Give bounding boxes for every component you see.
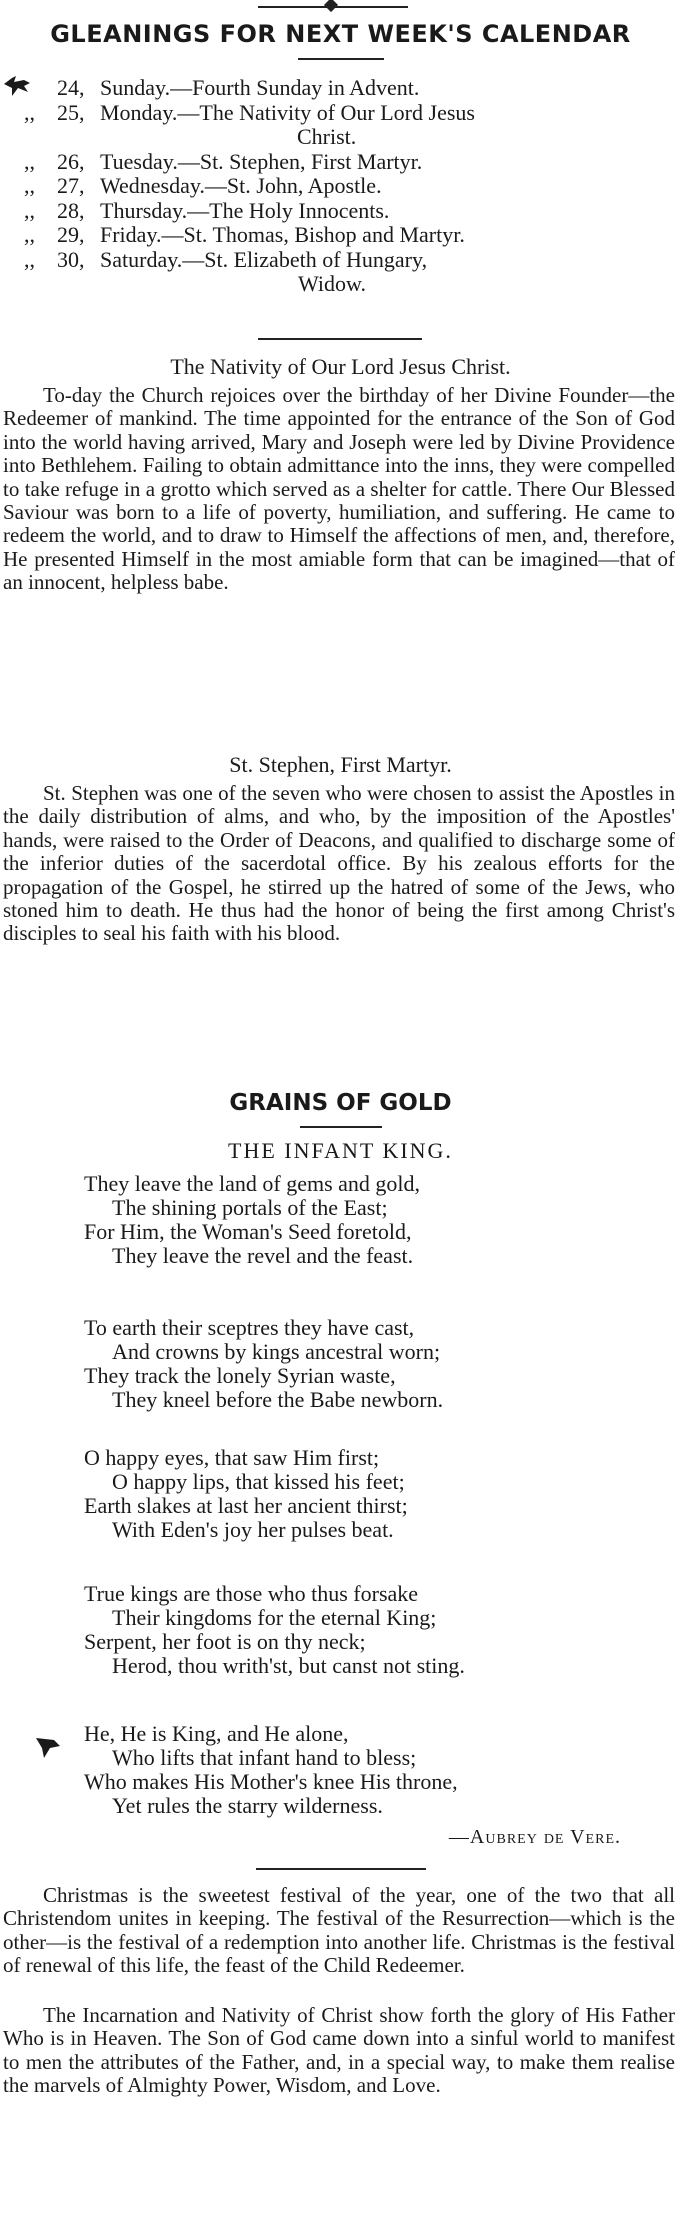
calendar-item: ,, 30, Saturday.—St. Elizabeth of Hungary, Widow. xyxy=(24,246,428,296)
calendar-item: ,, 28, Thursday.—The Holy Innocents. xyxy=(24,197,390,223)
poem-title: THE INFANT KING. xyxy=(228,1138,453,1163)
diamond-ornament-icon xyxy=(324,0,338,12)
poem-stanza: True kings are those who thus forsake Their kingdoms for the eternal King; Serpent, her foot is on thy neck; Herod, thou writh'st, but canst not sting. xyxy=(84,1581,465,1678)
poem-author: —Aubrey de Vere. xyxy=(448,1826,621,1848)
heading-rule xyxy=(298,58,384,60)
closing-paragraph-2: The Incarnation and Nativity of Christ show forth the glory of His Father Who is in Heaven. The Son of God came down into a sinful world to manifest to men the attributes of the Father, and, in a special way, to make them realise the marvels of Almighty Power, Wisdom, and Love. xyxy=(3,2003,675,2098)
calendar-item: ,, 26, Tuesday.—St. Stephen, First Martyr. xyxy=(24,148,423,174)
poem-stanza: They leave the land of gems and gold, The shining portals of the East; For Him, the Woman's Seed foretold, They leave the revel and the feast. xyxy=(84,1171,421,1268)
stephen-title: St. Stephen, First Martyr. xyxy=(229,752,452,777)
stephen-body: St. Stephen was one of the seven who were chosen to assist the Apostles in the daily distribution of alms, and who, by the imposition of the Apostles' hands, were raised to the Order of Deacons, and qualified to discharge some of the inferior duties of the sacerdotal office. By his zealous efforts for the propagation of the Gospel, he stirred up the hatred of some of the Jews, who stoned him to death. He thus had the honor of being the first among Christ's disciples to seal his faith with his blood. xyxy=(3,781,675,946)
calendar-item: ,, 27, Wednesday.—St. John, Apostle. xyxy=(24,173,382,198)
nativity-title: The Nativity of Our Lord Jesus Christ. xyxy=(170,354,511,379)
poem-stanza: He, He is King, and He alone, Who lifts that infant hand to bless; Who makes His Mother's knee His throne, Yet rules the starry wilderness. xyxy=(84,1721,458,1818)
calendar-item: ,, 29, Friday.—St. Thomas, Bishop and Martyr. xyxy=(24,222,465,247)
closing-paragraph-1: Christmas is the sweetest festival of the year, one of the two that all Christendom unites in keeping. The festival of the Resurrection—which is the other—is the festival of a redemption into another life. Christmas is the festival of renewal of this life, the feast of the Child Redeemer. xyxy=(3,1883,675,1978)
heading-rule xyxy=(300,1126,382,1128)
poem-stanza: To earth their sceptres they have cast, And crowns by kings ancestral worn; They track the lonely Syrian waste, They kneel before the Babe newborn. xyxy=(84,1315,444,1412)
section-rule xyxy=(256,1868,426,1870)
section-rule xyxy=(258,338,422,340)
grains-heading: GRAINS OF GOLD xyxy=(229,1090,452,1116)
calendar-heading: GLEANINGS FOR NEXT WEEK'S CALENDAR xyxy=(50,20,631,48)
nativity-body: To-day the Church rejoices over the birthday of her Divine Founder—the Redeemer of mankind. The time appointed for the entrance of the Son of God into the world having arrived, Mary and Joseph were led by Divine Providence into Bethlehem. Failing to obtain admittance into the inns, they were compelled to take refuge in a grotto which served as a shelter for cattle. There Our Blessed Saviour was born to a life of poverty, humiliation, and suffering. He came to redeem the world, and to draw to Himself the affections of men, and, therefore, He presented Himself in the most amiable form that can be imagined—that of an innocent, helpless babe. xyxy=(3,383,675,595)
calendar-item: ,, 25, Monday.—The Nativity of Our Lord Jesus Christ. xyxy=(24,99,475,149)
calendar-item: 24, Sunday.—Fourth Sunday in Advent. xyxy=(57,75,420,100)
poem-stanza: O happy eyes, that saw Him first; O happy lips, that kissed his feet; Earth slakes at last her ancient thirst; With Eden's joy her pulses beat. xyxy=(84,1445,408,1542)
calendar-list xyxy=(0,76,681,297)
